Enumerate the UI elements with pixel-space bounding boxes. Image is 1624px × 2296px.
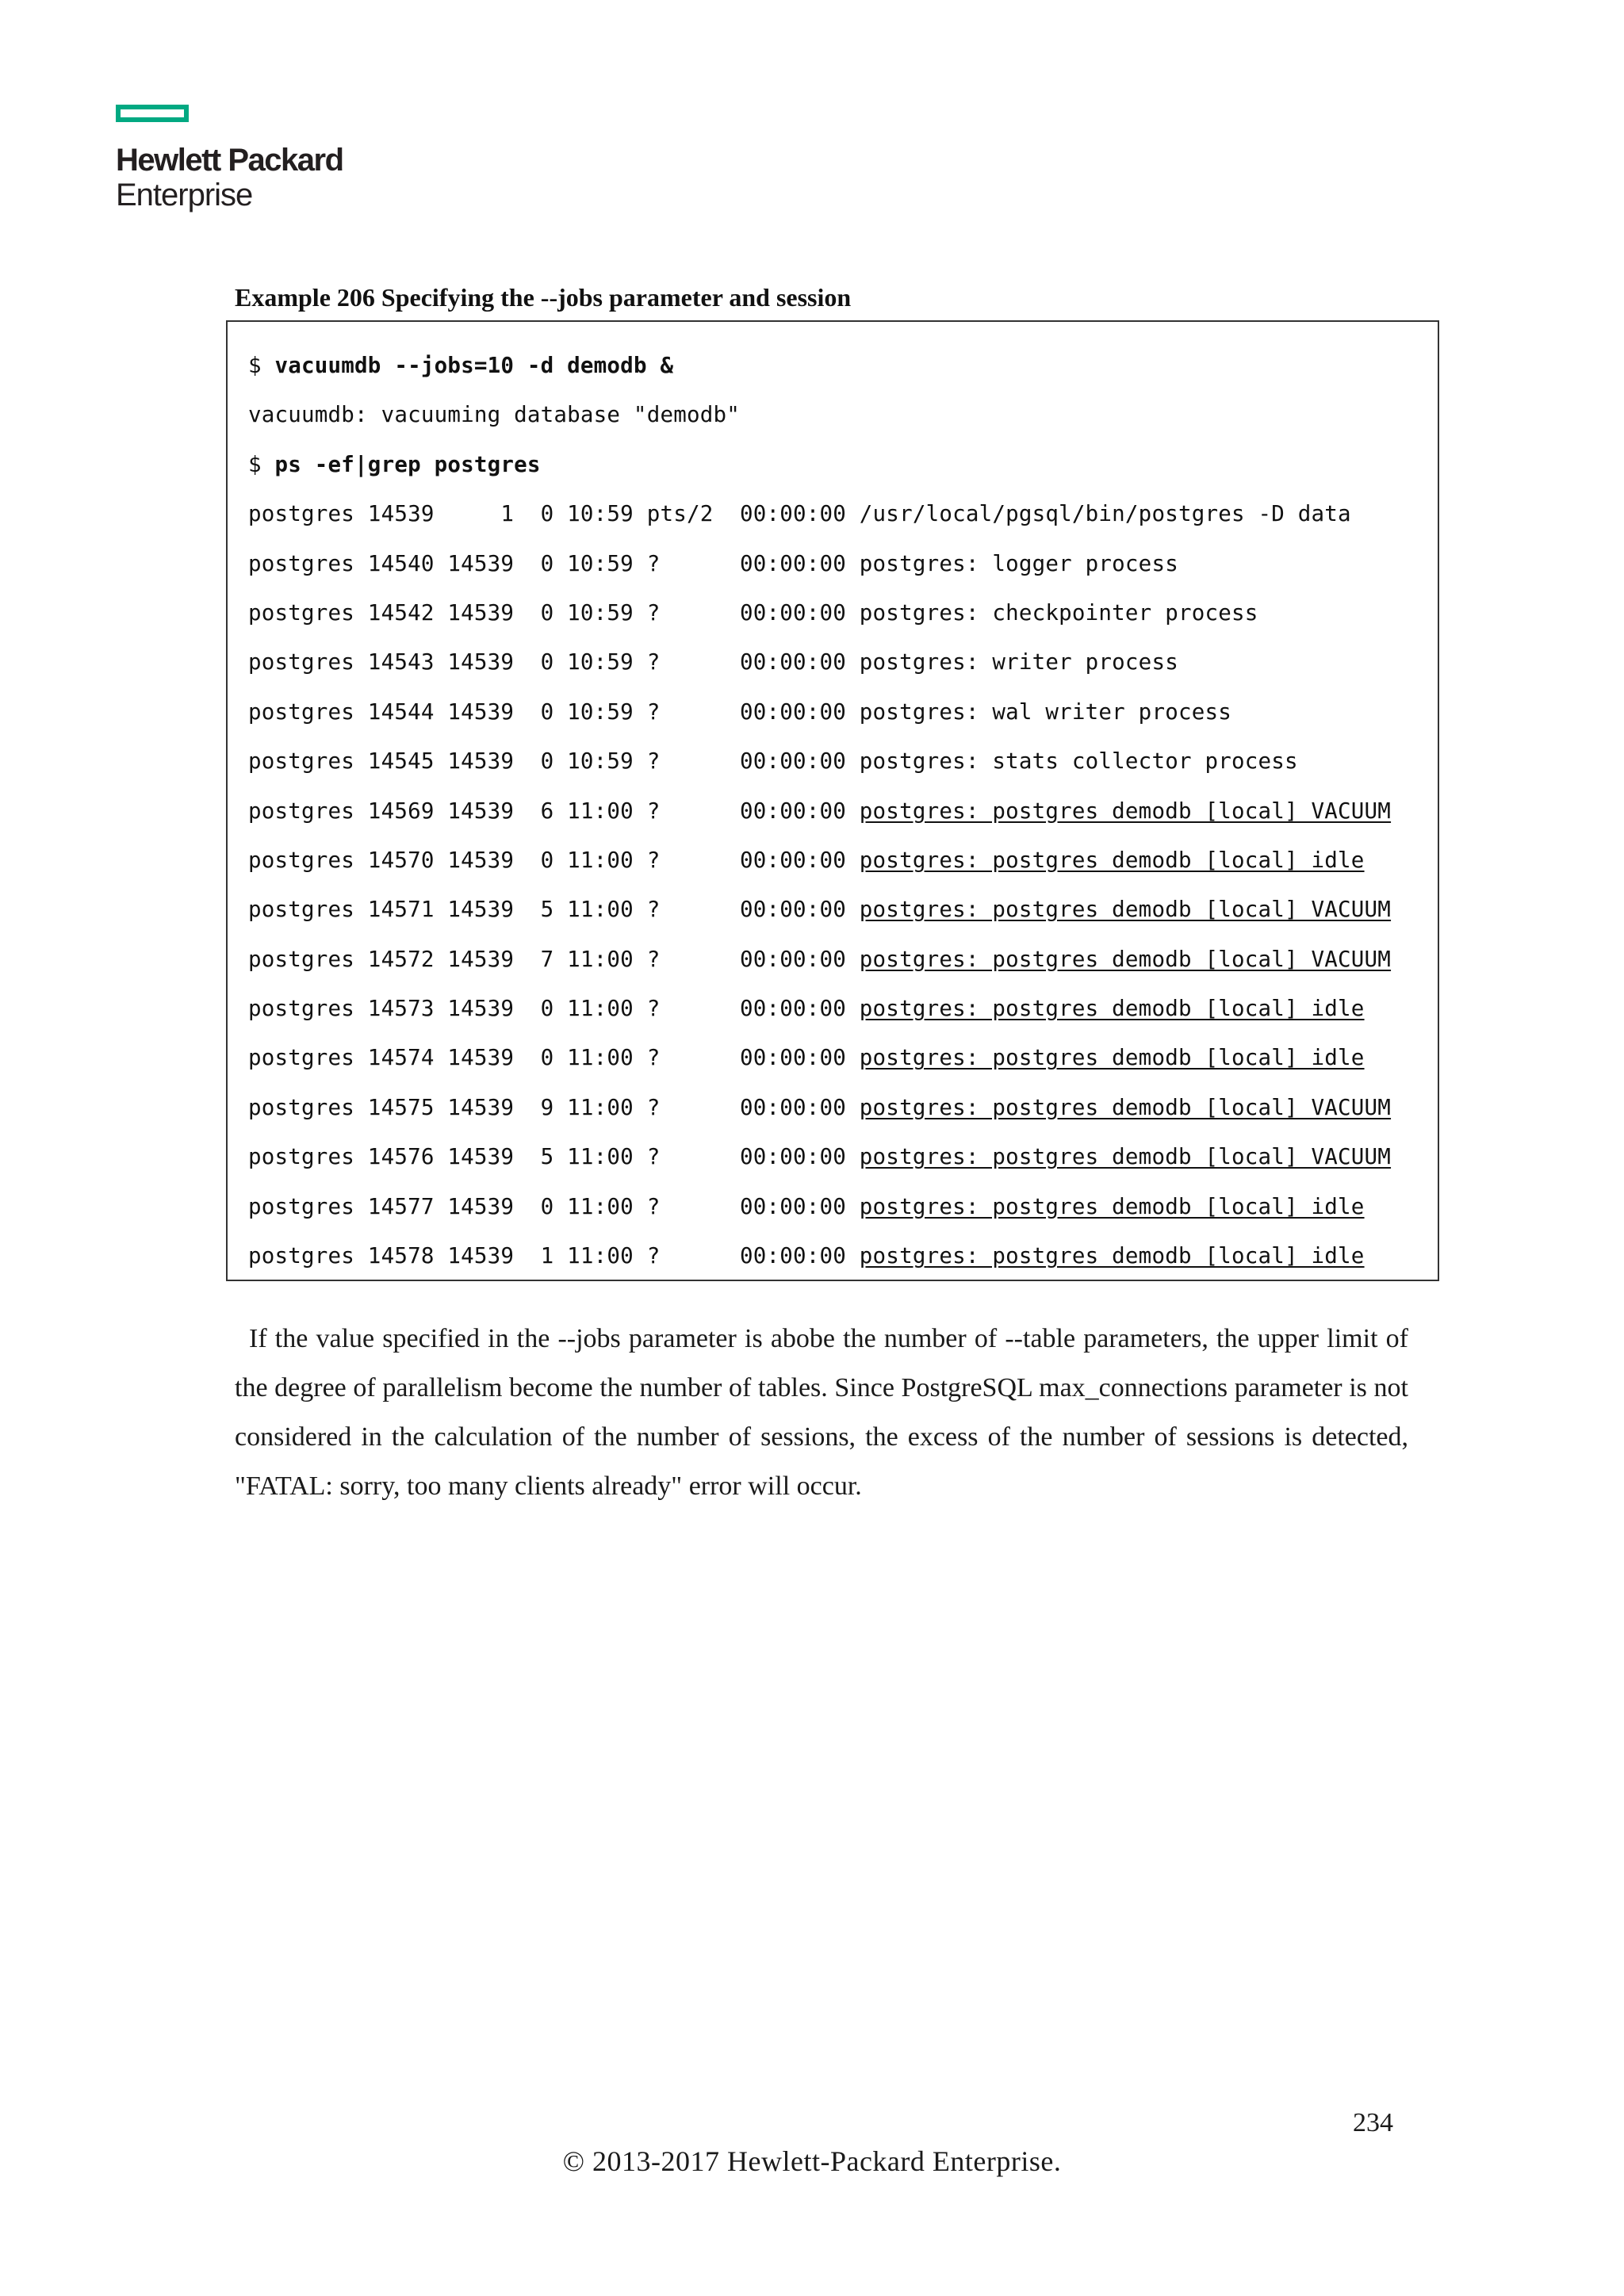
session-process-name: postgres: postgres demodb [local] idle	[859, 847, 1365, 873]
process-info: postgres 14545 14539 0 10:59 ? 00:00:00	[248, 748, 860, 775]
shell-command: vacuumdb --jobs=10 -d demodb &	[274, 353, 674, 378]
copyright-notice: © 2013-2017 Hewlett-Packard Enterprise.	[562, 2145, 1062, 2177]
code-line	[248, 984, 1438, 1033]
process-info: postgres 14544 14539 0 10:59 ? 00:00:00	[248, 698, 860, 725]
process-info: postgres 14540 14539 0 10:59 ? 00:00:00	[248, 550, 860, 576]
code-line	[248, 786, 1438, 836]
session-process-name: postgres: postgres demodb [local] idle	[859, 1243, 1365, 1269]
process-info: postgres 14569 14539 6 11:00 ? 00:00:00	[248, 798, 860, 824]
process-info: postgres 14574 14539 0 11:00 ? 00:00:00	[248, 1045, 860, 1071]
session-process-name: postgres: postgres demodb [local] VACUUM	[859, 946, 1392, 972]
code-line	[248, 737, 1438, 786]
process-info: postgres 14543 14539 0 10:59 ? 00:00:00	[248, 649, 860, 675]
shell-command: ps -ef|grep postgres	[274, 451, 541, 477]
company-logo	[116, 105, 343, 212]
body-paragraph: If the value specified in the --jobs parameter is abobe the number of --table parameters, the upper limit of the degree of parallelism become the number of tables. Since PostgreSQL max_connections parameter is not considered in the calculation of the number of sessions, the excess of the number of sessions is detected, "FATAL: sorry, too many clients already" error will occur.	[235, 1324, 1408, 1501]
code-line	[248, 1132, 1438, 1181]
session-process-name: postgres: postgres demodb [local] VACUUM	[859, 1144, 1392, 1170]
code-line	[248, 637, 1438, 687]
logo-text-line1: Hewlett Packard	[116, 143, 343, 178]
session-process-name: postgres: postgres demodb [local] idle	[859, 996, 1365, 1022]
code-line	[248, 588, 1438, 637]
session-process-name: postgres: postgres demodb [local] idle	[859, 1193, 1365, 1219]
code-line	[248, 539, 1438, 588]
code-line	[248, 1083, 1438, 1132]
process-name: postgres: writer process	[859, 649, 1178, 675]
process-info: postgres 14573 14539 0 11:00 ? 00:00:00	[248, 996, 860, 1022]
process-info: postgres 14572 14539 7 11:00 ? 00:00:00	[248, 946, 860, 972]
process-info: postgres 14575 14539 9 11:00 ? 00:00:00	[248, 1094, 860, 1120]
code-line	[248, 935, 1438, 984]
code-line	[248, 1033, 1438, 1082]
process-info: postgres 14576 14539 5 11:00 ? 00:00:00	[248, 1144, 860, 1170]
process-info: postgres 14578 14539 1 11:00 ? 00:00:00	[248, 1243, 860, 1269]
process-info: postgres 14539 1 0 10:59 pts/2 00:00:00	[248, 501, 860, 527]
logo-text-line2: Enterprise	[116, 178, 253, 212]
session-process-name: postgres: postgres demodb [local] VACUUM	[859, 798, 1392, 824]
process-name: postgres: logger process	[859, 550, 1178, 576]
process-info: postgres 14571 14539 5 11:00 ? 00:00:00	[248, 897, 860, 923]
process-info: postgres 14570 14539 0 11:00 ? 00:00:00	[248, 847, 860, 873]
session-process-name: postgres: postgres demodb [local] idle	[859, 1045, 1365, 1071]
command-output: vacuumdb: vacuuming database "demodb"	[248, 402, 740, 428]
process-name: postgres: stats collector process	[859, 748, 1298, 775]
code-line	[248, 1231, 1438, 1280]
code-line	[248, 687, 1438, 737]
process-name: /usr/local/pgsql/bin/postgres -D data	[859, 501, 1351, 527]
code-line	[248, 341, 1438, 390]
example-caption: Example 206 Specifying the --jobs parameter and session	[235, 283, 852, 312]
shell-prompt: $	[248, 353, 275, 378]
session-process-name: postgres: postgres demodb [local] VACUUM	[859, 897, 1392, 923]
session-process-name: postgres: postgres demodb [local] VACUUM	[859, 1094, 1392, 1120]
code-example-box	[226, 320, 1439, 1281]
code-line	[248, 390, 1438, 439]
code-line	[248, 489, 1438, 538]
code-line	[248, 440, 1438, 489]
code-line	[248, 836, 1438, 885]
process-info: postgres 14542 14539 0 10:59 ? 00:00:00	[248, 599, 860, 626]
process-name: postgres: checkpointer process	[859, 599, 1258, 626]
process-info: postgres 14577 14539 0 11:00 ? 00:00:00	[248, 1193, 860, 1219]
code-line	[248, 885, 1438, 934]
shell-prompt: $	[248, 451, 275, 477]
process-name: postgres: wal writer process	[859, 698, 1231, 725]
page-number: 234	[1353, 2108, 1393, 2137]
code-line	[248, 1182, 1438, 1231]
logo-mark	[116, 105, 189, 122]
